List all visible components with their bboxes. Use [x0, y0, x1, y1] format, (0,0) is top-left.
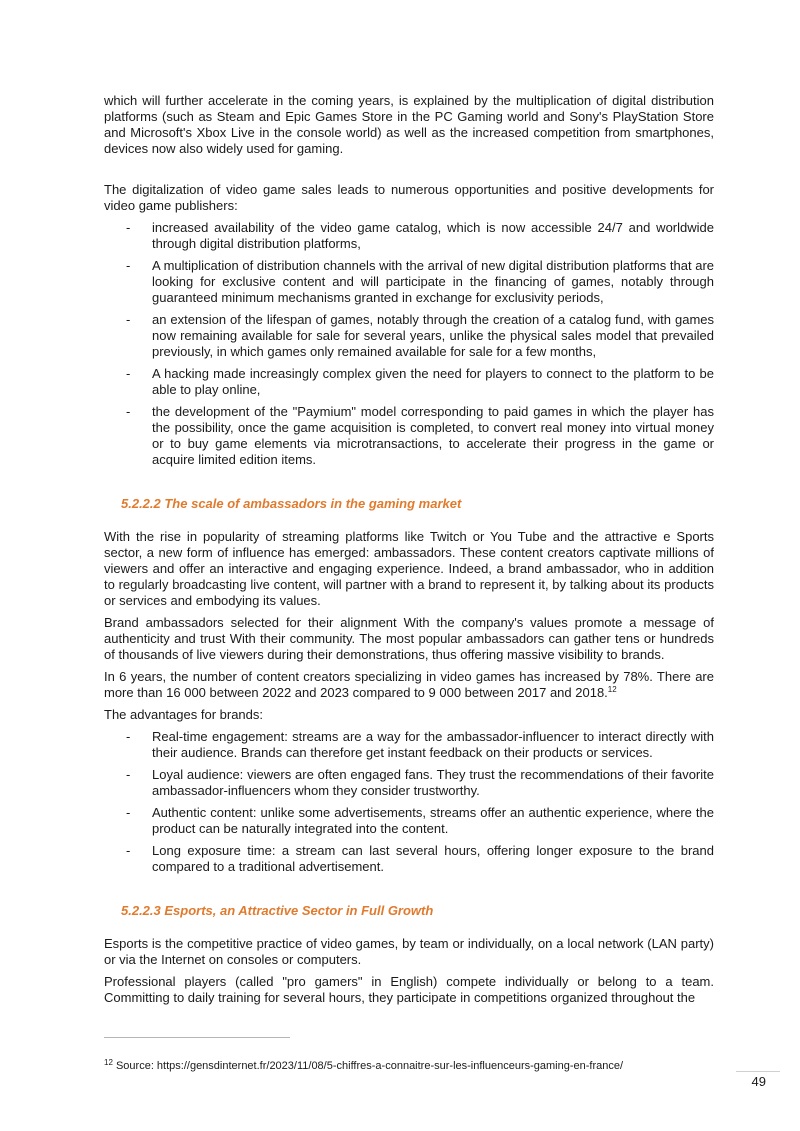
list-item: - Real-time engagement: streams are a way for the ambassador-influencer to interact directly with their audience. Brands can therefore get instant feedback on their products or services. [104, 729, 714, 761]
advantages-list [104, 729, 714, 875]
paragraph-esports: Esports is the competitive practice of video games, by team or individually, on a local network (LAN party) or via the Internet on consoles or computers. [104, 936, 714, 967]
opportunities-list [104, 220, 714, 468]
paragraph-digitalization: The digitalization of video game sales leads to numerous opportunities and positive developments for video game publishers: [104, 182, 714, 213]
section-heading-esports: 5.2.2.3 Esports, an Attractive Sector in Full Growth [121, 903, 434, 918]
page-number: 49 [751, 1074, 766, 1089]
list-item: - A hacking made increasingly complex given the need for players to connect to the platform to be able to play online, [104, 366, 714, 398]
list-item: - increased availability of the video game catalog, which is now accessible 24/7 and worldwide through digital distribution platforms, [104, 220, 714, 252]
paragraph-streaming: With the rise in popularity of streaming platforms like Twitch or You Tube and the attractive e Sports sector, a new form of influence has emerged: ambassadors. These content creators captivate millions of viewers and offer an interactive and engaging experience. Indeed, a brand ambassador, who in addition to regularly broadcasting live content, will partner with a brand to represent it, by talking about its products or services and embodying its values. [104, 529, 714, 608]
section-heading-ambassadors: 5.2.2.2 The scale of ambassadors in the gaming market [121, 496, 462, 511]
footnote-number: 12 [104, 1058, 113, 1067]
list-item: - Loyal audience: viewers are often engaged fans. They trust the recommendations of their favorite ambassador-influencers whom they consider trustworthy. [104, 767, 714, 799]
paragraph-pro-gamers: Professional players (called "pro gamers" in English) compete individually or belong to a team. Committing to daily training for several hours, they participate in competitions organized throughout the [104, 974, 714, 1005]
paragraph-content-creators [104, 669, 714, 701]
list-item: - the development of the "Paymium" model corresponding to paid games in which the player has the possibility, once the game acquisition is completed, to convert real money into virtual money or to buy game elements via microtransactions, to accelerate their progress in the game or acquire limited edition items. [104, 404, 714, 468]
page-body [104, 93, 714, 1012]
list-item: - Long exposure time: a stream can last several hours, offering longer exposure to the brand compared to a traditional advertisement. [104, 843, 714, 875]
list-item: - an extension of the lifespan of games, notably through the creation of a catalog fund, with games now remaining available for sale for several years, unlike the physical sales model that prevailed previously, in which games only remained available for sale for a few months, [104, 312, 714, 360]
paragraph-intro: which will further accelerate in the coming years, is explained by the multiplication of digital distribution platforms (such as Steam and Epic Games Store in the PC Gaming world and Sony's PlayStation Store and Microsoft's Xbox Live in the console world) as well as the increased competition from smartphones, devices now also widely used for gaming. [104, 93, 714, 156]
footnote-reference[interactable]: 12 [607, 685, 617, 694]
list-item: - Authentic content: unlike some advertisements, streams offer an authentic experience, where the product can be naturally integrated into the content. [104, 805, 714, 837]
footnote [104, 1059, 724, 1073]
footnote-text: Source: https://gensdinternet.fr/2023/11/08/5-chiffres-a-connaitre-sur-les-influenceurs-gaming-en-france/ [115, 1060, 624, 1072]
paragraph-advantages: The advantages for brands: [104, 707, 263, 722]
list-item: - A multiplication of distribution channels with the arrival of new digital distribution platforms that are looking for exclusive content and will participate in the financing of games, notably through guaranteed minimum mechanisms granted in exchange for exclusivity periods, [104, 258, 714, 306]
footnote-separator [104, 1037, 290, 1038]
content-creators-text: In 6 years, the number of content creators specializing in video games has increased by 78%. There are more than 16 000 between 2022 and 2023 compared to 9 000 between 2017 and 2018. [104, 669, 714, 700]
paragraph-brand-ambassadors: Brand ambassadors selected for their alignment With the company's values promote a message of authenticity and trust With their community. The most popular ambassadors can gather tens or hundreds of thousands of live viewers during their demonstrations, thus offering massive visibility to brands. [104, 615, 714, 662]
page-number-rule [736, 1071, 780, 1072]
